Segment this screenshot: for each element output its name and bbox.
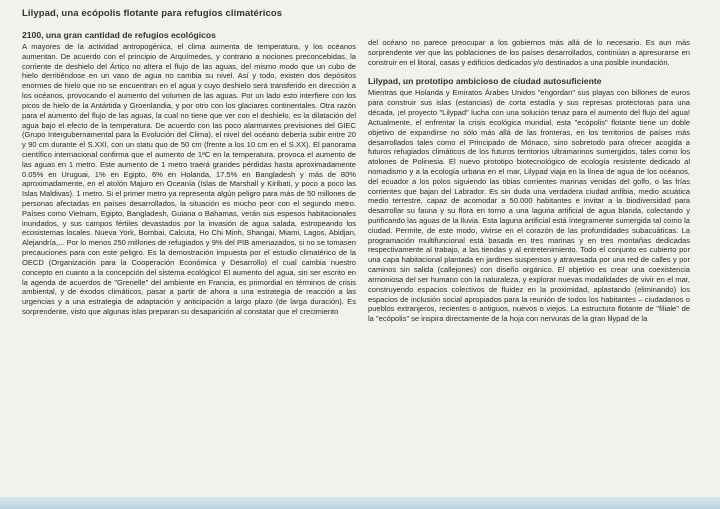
section-heading-2100: 2100, una gran cantidad de refugios ecológicos bbox=[22, 30, 216, 40]
page-title: Lilypad, una ecópolis flotante para refugios climatéricos bbox=[22, 8, 283, 19]
left-column bbox=[22, 30, 356, 496]
right-column bbox=[368, 38, 690, 496]
section-body-2100-continued: del océano no parece preocupar a los gobiernos más allá de lo necesario. Es aun más sorprendente ver que las poblaciones de los países desarrollados, continúan a apresurarse en construir en el litoral, casas y edificios dedicados y/o destinados a una posible inundación. bbox=[368, 38, 690, 67]
bottom-image-strip bbox=[0, 497, 720, 509]
section-body-2100: A mayores de la actividad antropogénica, el clima aumenta de temperatura, y los océanos aumentan. De acuerdo con el principio de Arquímedes, y contrario a nociones preconcebidas, la corriente de deshielo del Ártico no altera el flujo de las aguas, del mismo modo que un cubo de hielo derritiéndose en un vaso de agua no cambia su nivel. Así y todo, existen dos depósitos enormes de hielo que no se encuentran en el agua y cuyo deshielo será transferido en dirección a los océanos, provocando el aumento del volumen de las aguas. Por un lado esto interfiere con los picos de hielo de la Antártida y Groenlandia, y por otro con los glaciares continentales. Otra razón para el aumento del flujo de las aguas, la cual no tiene que ver con el deshielo, es la dilatación del agua bajo el efecto de la temperatura. De acuerdo con las poco alarmantes previsiones del GIEC (Grupo Intergubernamental para la Evolución del Clima), el nivel del océano debería subir entre 20 y 90 cm durante el S.XXI, con un statu quo de 50 cm (frente a los 10 cm en el S.XX). El panorama científico internacional confirma que el aumento de 1ºC en la temperatura, provoca el aumento de las aguas en 1 metro. Este aumento de 1 metro traerá grandes pérdidas hasta aproximadamente 0.05% en Uruguai, 1% en Egipto, 6% en Holanda, 17.5% en Bangladesh y más de 80% aproximadamente, en el atolón Majuro en Oceanía (Islas de Marshall y Kiribati, y poco a poco las Islas Maldivas). 1 metro. Si el primer metro ya representa algún peligro para más de 50 millones de personas afectadas en países desarrollados, la situación es mucho peor con el segundo metro. Países como Vietnam, Egipto, Bangladesh, Guiana o Bahamas, verán sus espesos habitacionales inundados, y sus campos fértiles devastados por la invasión de agua salada, estropeando los ecosistemas locales. Nueva York, Bombai, Calcuta, Ho Chi Minh, Shangai, Miami, Lagos, Abidjan, Alejandría,... Por lo menos 250 millones de refugiados y 9% del PIB amenazados, si no se tomasen precauciones para con este peligro. Es la demostración impuesta por el estudio climatérico de la OECD (Organización para la Cooperación Económica y Desarrollo) el cual cambia nuestro concepto en cuanto a la concepción del sistema ecológico! El aumento del agua, sin ser escrito en la agenda de acuerdos de "Grenelle" del ambiente en Francia, es primordial en términos de crisis ambiental, y de éxodos climáticos, pasar a partir de ahora a una estrategia de reacción a las urgencias y a una estrategia de adaptación y anticipación a largo plazo (de larga duración). Es sorprendente, visto que algunas islas preparan su desaparición al constatar que el crecimiento bbox=[22, 42, 356, 316]
section-heading-lilypad: Lilypad, un prototipo ambicioso de ciudad autosuficiente bbox=[368, 76, 602, 87]
section-body-lilypad: Mientras que Holanda y Emiratos Árabes Unidos "engordan" sus playas con billones de euros para construir sus islas (estancias) de corta estadía y sus represas protectoras para una década, ¡el proyecto "Lilypad" lucha con una solución tenaz para el aumento del flujo del agua! Actualmente, el enfrentar la crisis ecológica mundial, esta "ecópolis" flotante tiene un doble objetivo de expandirse no sólo más allá de las fronteras, en los territorios de países más desarrollados tales como el Principado de Mónaco, sino sobretodo para ofrecer acogida a futuros refugiados climáticos de los futuros territorios ultramarinos sumergidos, tales como los atolones de Polinesia. El nuevo prototipo biotecnológico de ecología resistente dedicado al nomadismo y a la ecología urbana en el mar, Lilypad viaja en la línea de agua de los océanos, del ecuador a los polos siguiendo las tibias corrientes marinas venidas del golfo, o las frías corrientes que bajan del Labrador. Es sin duda una verdadera ciudad anfibia, medio acuática medio terrestre, capaz de acomodar a 50.000 habitantes e invitar a la biodiversidad para desarrollar su fauna y su flora en torno a una laguna artificial de agua blanda, colectando y purificando las aguas de la lluvia. Esta laguna artificial está íntegramente sumergida tal como la ciudad. Permite, de este modo, vivirse en el corazón de las profundidades subacuáticas. La programación multifuncional está basada en tres marinas y en tres montañas dedicadas respectivamente al trabajo, a las tiendas y al entretenimiento. Todo el conjunto es cubierto por una capa habitacional plantada en jardines suspensos y atravesada por una red de calles y por caminos sin salida (callejones) con diseño orgánico. El objetivo es crear una coexistencia armoniosa del ser humano con la naturaleza, y explorar nuevas modalidades de vivir en el mar, construyendo espacios colectivos de fluidez en la proximidad, aplastando (eliminando) los espacios de inclusión social apropiados para la reunión de todos los habitantes – ciudadanos o pueblos extranjeros, recientes o antiguos, nuevos o viejos. La estructura flotante de "filiale" de la "ecópolis" se inspira directamente de la hoja con nervuras de la gran lilypad de la bbox=[368, 88, 690, 324]
